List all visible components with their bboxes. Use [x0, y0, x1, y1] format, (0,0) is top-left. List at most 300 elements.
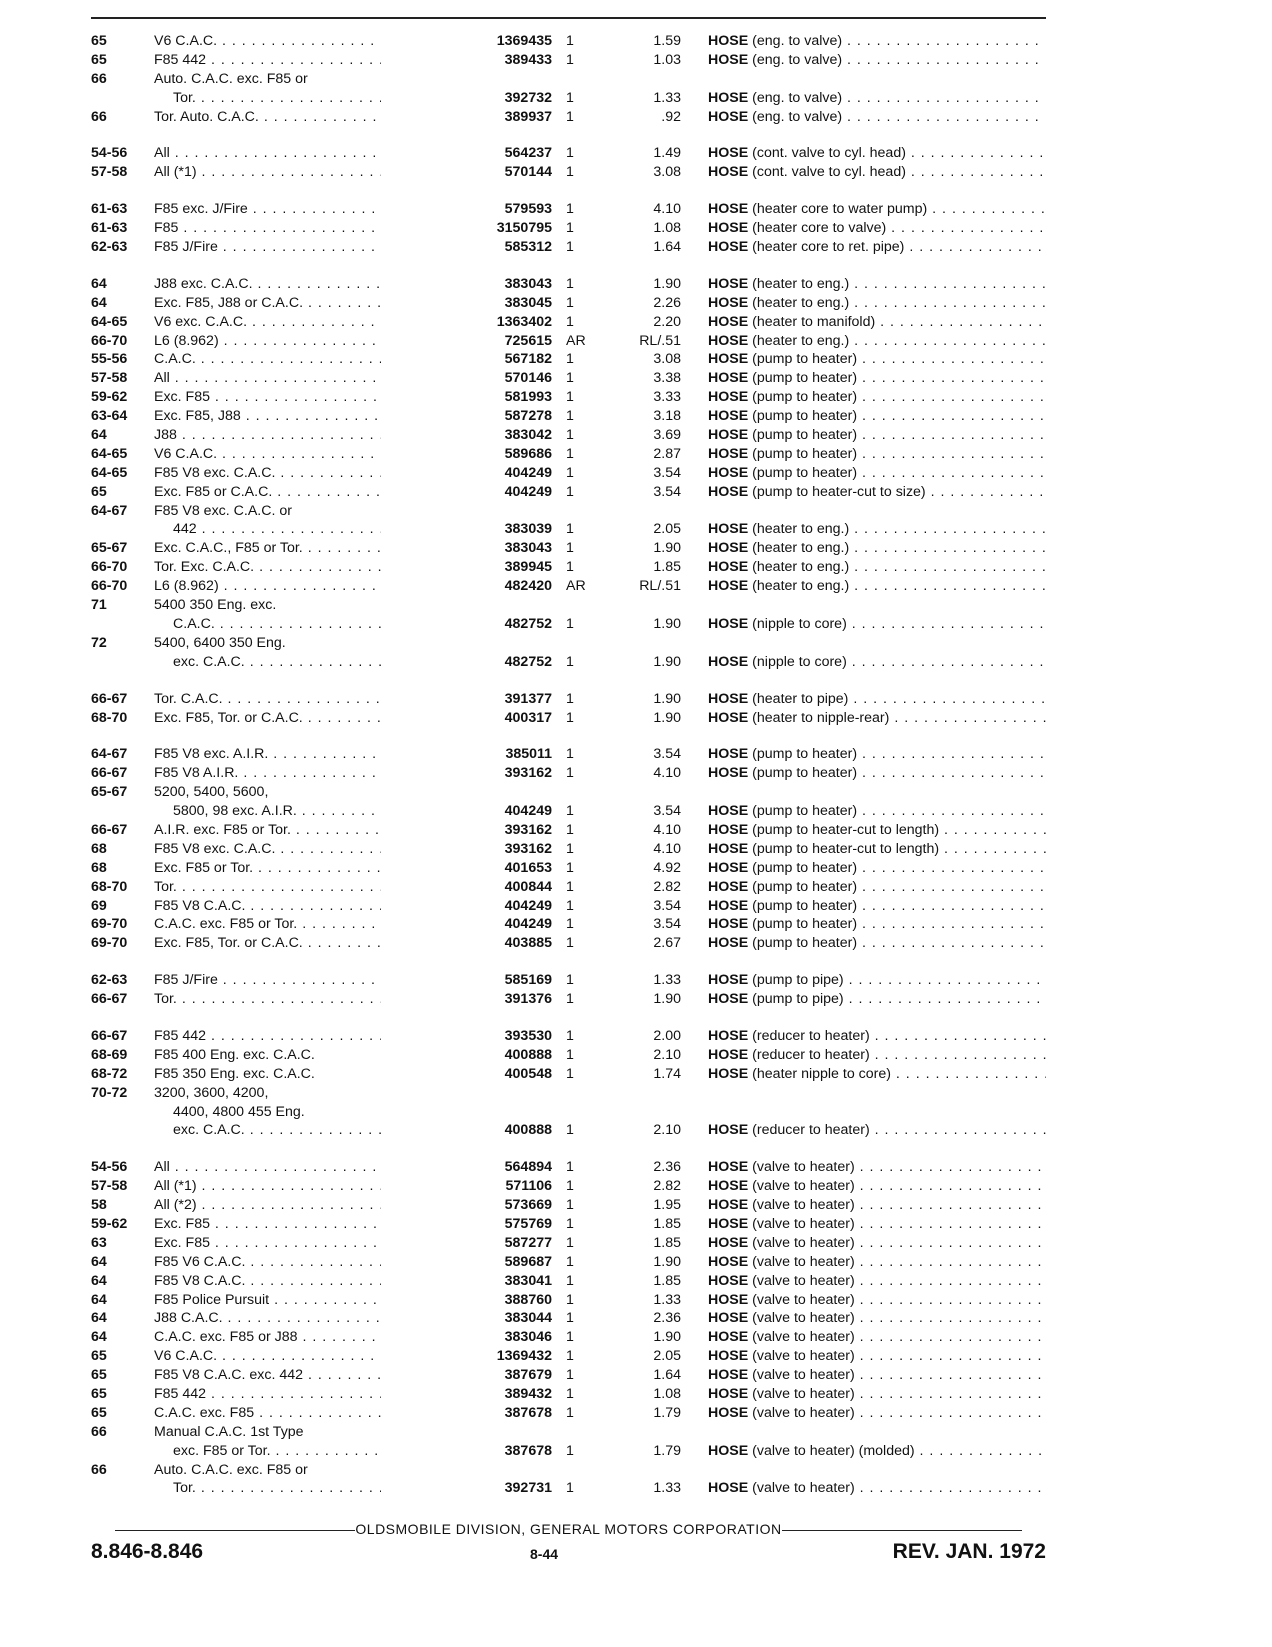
part-noun: HOSE: [708, 972, 749, 989]
list-price: 1.59: [653, 33, 681, 49]
parts-row: [91, 89, 1046, 108]
list-price: 1.90: [653, 709, 681, 726]
quantity: 1: [566, 991, 574, 1008]
part-number: 393530: [381, 1027, 552, 1046]
quantity: 1: [566, 803, 574, 820]
list-price: 2.87: [653, 445, 681, 462]
quantity: 1: [566, 1215, 574, 1232]
parts-row: [91, 407, 1046, 426]
part-number: 383043: [381, 539, 552, 558]
list-price: 1.74: [653, 1065, 681, 1082]
part-number: 482752: [381, 615, 552, 634]
model-year: 55-56: [91, 351, 128, 368]
part-noun: HOSE: [708, 615, 749, 632]
part-noun: HOSE: [708, 897, 749, 914]
part-noun: HOSE: [708, 690, 749, 707]
part-noun: HOSE: [708, 89, 749, 106]
part-noun: HOSE: [708, 803, 749, 820]
list-price: 1.33: [653, 1291, 681, 1308]
list-price: 3.54: [653, 483, 681, 500]
part-noun: HOSE: [708, 275, 749, 292]
part-detail: (heater to manifold): [752, 313, 876, 330]
group-spacer: [91, 672, 1046, 690]
parts-row: [91, 859, 1046, 878]
part-description: [708, 897, 1046, 916]
quantity: 1: [566, 445, 574, 462]
model-description: Auto. C.A.C. exc. F85 or: [154, 70, 308, 87]
part-description: [708, 1065, 1046, 1084]
part-detail: (heater to eng.): [752, 540, 850, 557]
part-description: [708, 108, 1046, 127]
quantity: 1: [566, 653, 574, 670]
quantity: 1: [566, 351, 574, 368]
parts-row: [91, 897, 1046, 916]
parts-row: [91, 1253, 1046, 1272]
model-description: F85 exc. J/Fire . . .: [154, 200, 459, 219]
part-description: [708, 1158, 1046, 1177]
part-number: 3150795: [381, 219, 552, 238]
list-price: 3.08: [653, 351, 681, 368]
footer-division: OLDSMOBILE DIVISION, GENERAL MOTORS CORPORATION: [355, 1521, 782, 1537]
part-number: 389433: [381, 51, 552, 70]
part-description: [708, 1347, 1046, 1366]
model-year: 64: [91, 1291, 107, 1308]
model-description: All (*1) . . .: [154, 163, 459, 182]
parts-row: [91, 1158, 1046, 1177]
part-detail: (valve to heater): [752, 1291, 855, 1308]
part-noun: HOSE: [708, 1159, 749, 1176]
model-description: Exc. F85, Tor. or C.A.C. . . .: [154, 709, 459, 728]
part-number: 387678: [381, 1442, 552, 1461]
model-description: 5800, 98 exc. A.I.R. . . .: [173, 802, 459, 821]
part-noun: HOSE: [708, 108, 749, 125]
model-description: Tor. C.A.C. . . .: [154, 690, 459, 709]
model-description: All . . .: [154, 369, 459, 388]
model-description: Exc. F85 or C.A.C. . . .: [154, 483, 459, 502]
model-year: 65-67: [91, 540, 128, 557]
quantity: 1: [566, 1272, 574, 1289]
part-number: 573669: [381, 1196, 552, 1215]
part-number: 391377: [381, 690, 552, 709]
part-detail: (pump to pipe): [752, 972, 844, 989]
part-noun: HOSE: [708, 33, 749, 49]
quantity: 1: [566, 201, 574, 218]
parts-row: [91, 32, 1046, 51]
quantity: 1: [566, 389, 574, 406]
model-year: 61-63: [91, 201, 128, 218]
part-noun: HOSE: [708, 239, 749, 256]
parts-row: [91, 1328, 1046, 1347]
model-description: 5400, 6400 350 Eng.: [154, 634, 286, 651]
part-noun: HOSE: [708, 709, 749, 726]
group-spacer: [91, 182, 1046, 200]
model-description: 5200, 5400, 5600,: [154, 784, 269, 801]
model-year: 63: [91, 1234, 107, 1251]
model-description: F85 V8 C.A.C. . . .: [154, 897, 459, 916]
model-year: 66-67: [91, 1027, 128, 1044]
list-price: 1.90: [653, 653, 681, 670]
parts-row: [91, 1442, 1046, 1461]
part-number: 587278: [381, 407, 552, 426]
model-description: V6 C.A.C. . . .: [154, 445, 459, 464]
quantity: 1: [566, 294, 574, 311]
parts-row: [91, 1291, 1046, 1310]
part-number: 579593: [381, 200, 552, 219]
part-detail: (pump to heater): [752, 765, 858, 782]
part-number: 404249: [381, 464, 552, 483]
part-number: 383044: [381, 1309, 552, 1328]
model-description: Exc. F85 . . .: [154, 1234, 459, 1253]
list-price: RL/.51: [639, 578, 681, 595]
parts-row: [91, 821, 1046, 840]
parts-row: [91, 934, 1046, 953]
part-description: [708, 1442, 1046, 1461]
quantity: 1: [566, 521, 574, 538]
part-noun: HOSE: [708, 445, 749, 462]
model-year: 64-65: [91, 445, 128, 462]
model-description: exc. C.A.C. . . .: [173, 653, 459, 672]
part-number: 383045: [381, 294, 552, 313]
list-price: .92: [661, 108, 681, 125]
part-noun: HOSE: [708, 521, 749, 538]
part-detail: (heater core to valve): [752, 220, 887, 237]
model-description: F85 V8 C.A.C. exc. 442 . . .: [154, 1366, 459, 1385]
list-price: 2.82: [653, 1178, 681, 1195]
model-year: 66-67: [91, 821, 128, 838]
model-description: Exc. F85, J88 or C.A.C. . . .: [154, 294, 459, 313]
parts-row: [91, 1423, 1046, 1442]
model-year: 66-67: [91, 690, 128, 707]
part-noun: HOSE: [708, 294, 749, 311]
part-noun: HOSE: [708, 916, 749, 933]
part-detail: (valve to heater): [752, 1367, 855, 1384]
part-noun: HOSE: [708, 370, 749, 387]
list-price: 4.10: [653, 201, 681, 218]
list-price: 1.90: [653, 615, 681, 632]
model-year: 66: [91, 70, 107, 87]
model-description: C.A.C. . . .: [154, 350, 459, 369]
part-description: [708, 51, 1046, 70]
part-description: [708, 200, 1046, 219]
part-description: [708, 464, 1046, 483]
list-price: RL/.51: [639, 332, 681, 349]
model-year: 68-70: [91, 709, 128, 726]
part-detail: (heater to eng.): [752, 294, 850, 311]
part-description: [708, 934, 1046, 953]
footer-revision: REV. JAN. 1972: [892, 1540, 1046, 1563]
part-detail: (valve to heater): [752, 1310, 855, 1327]
model-description: All (*1) . . .: [154, 1177, 459, 1196]
part-detail: (nipple to core): [752, 653, 847, 670]
part-detail: (valve to heater): [752, 1386, 855, 1402]
parts-row: [91, 464, 1046, 483]
part-number: 393162: [381, 840, 552, 859]
group-spacer: [91, 1140, 1046, 1158]
quantity: 1: [566, 1348, 574, 1365]
model-description: 442 . . .: [173, 520, 459, 539]
part-number: 391376: [381, 990, 552, 1009]
list-price: 2.05: [653, 1348, 681, 1365]
part-noun: HOSE: [708, 1310, 749, 1327]
model-year: 68-72: [91, 1065, 128, 1082]
quantity: 1: [566, 1404, 574, 1421]
part-number: 383039: [381, 520, 552, 539]
list-price: 1.08: [653, 1386, 681, 1402]
part-number: 383043: [381, 275, 552, 294]
list-price: 1.85: [653, 559, 681, 576]
parts-row: [91, 1215, 1046, 1234]
part-detail: (valve to heater): [752, 1253, 855, 1270]
part-description: [708, 1366, 1046, 1385]
list-price: 3.54: [653, 916, 681, 933]
list-price: 1.85: [653, 1215, 681, 1232]
model-description: 3200, 3600, 4200,: [154, 1084, 269, 1101]
parts-row: [91, 577, 1046, 596]
group-spacer: [91, 257, 1046, 275]
parts-row: [91, 990, 1046, 1009]
model-year: 64: [91, 1329, 107, 1346]
part-description: [708, 558, 1046, 577]
quantity: 1: [566, 370, 574, 387]
part-noun: HOSE: [708, 1329, 749, 1346]
quantity: 1: [566, 1253, 574, 1270]
model-description: Tor. Exc. C.A.C. . . .: [154, 558, 459, 577]
model-description: F85 V8 exc. C.A.C. or: [154, 502, 292, 519]
model-year: 65: [91, 33, 107, 49]
part-description: [708, 1177, 1046, 1196]
model-description: V6 C.A.C. . . .: [154, 32, 459, 51]
footer-group-range: 8.846-8.846: [91, 1540, 204, 1563]
part-detail: (pump to heater): [752, 370, 858, 387]
part-noun: HOSE: [708, 840, 749, 857]
list-price: 1.03: [653, 51, 681, 68]
part-detail: (cont. valve to cyl. head): [752, 164, 906, 181]
model-description: Manual C.A.C. 1st Type: [154, 1423, 304, 1440]
list-price: 2.82: [653, 878, 681, 895]
model-year: 66-70: [91, 332, 128, 349]
part-description: [708, 539, 1046, 558]
part-noun: HOSE: [708, 1272, 749, 1289]
model-year: 64-65: [91, 464, 128, 481]
part-number: 400888: [381, 1046, 552, 1065]
part-detail: (pump to heater): [752, 916, 858, 933]
list-price: 3.38: [653, 370, 681, 387]
part-noun: HOSE: [708, 1027, 749, 1044]
parts-row: [91, 971, 1046, 990]
part-description: [708, 745, 1046, 764]
list-price: 2.26: [653, 294, 681, 311]
part-noun: HOSE: [708, 540, 749, 557]
part-number: 589687: [381, 1253, 552, 1272]
model-year: 68: [91, 840, 107, 857]
parts-row: [91, 1385, 1046, 1404]
model-description: C.A.C. exc. F85 . . .: [154, 1404, 459, 1423]
part-number: 404249: [381, 802, 552, 821]
quantity: 1: [566, 313, 574, 330]
part-description: [708, 275, 1046, 294]
part-number: 383041: [381, 1272, 552, 1291]
part-detail: (heater to eng.): [752, 578, 850, 595]
part-detail: (valve to heater): [752, 1404, 855, 1421]
part-detail: (heater to eng.): [752, 332, 850, 349]
parts-row: [91, 238, 1046, 257]
model-year: 64-67: [91, 746, 128, 763]
part-noun: HOSE: [708, 483, 749, 500]
model-description: F85 V8 exc. A.I.R. . . .: [154, 745, 459, 764]
model-description: F85 V8 C.A.C. . . .: [154, 1272, 459, 1291]
part-number: 383046: [381, 1328, 552, 1347]
part-description: [708, 990, 1046, 1009]
model-year: 72: [91, 634, 107, 651]
quantity: 1: [566, 878, 574, 895]
model-year: 69: [91, 897, 107, 914]
parts-row: [91, 332, 1046, 351]
part-noun: HOSE: [708, 389, 749, 406]
part-number: 482752: [381, 653, 552, 672]
part-noun: HOSE: [708, 578, 749, 595]
part-description: [708, 1121, 1046, 1140]
quantity: 1: [566, 1027, 574, 1044]
model-year: 66: [91, 108, 107, 125]
parts-row: [91, 313, 1046, 332]
part-description: [708, 915, 1046, 934]
model-year: 65: [91, 1386, 107, 1402]
quantity: 1: [566, 408, 574, 425]
part-number: 725615: [381, 332, 552, 351]
part-noun: HOSE: [708, 653, 749, 670]
part-detail: (heater to pipe): [752, 690, 849, 707]
parts-row: [91, 163, 1046, 182]
parts-row: [91, 764, 1046, 783]
quantity: 1: [566, 1291, 574, 1308]
list-price: 2.05: [653, 521, 681, 538]
quantity: 1: [566, 164, 574, 181]
part-detail: (cont. valve to cyl. head): [752, 145, 906, 162]
quantity: 1: [566, 935, 574, 952]
part-number: 393162: [381, 821, 552, 840]
parts-row: [91, 388, 1046, 407]
model-description: F85 350 Eng. exc. C.A.C.: [154, 1065, 315, 1082]
list-price: 1.90: [653, 991, 681, 1008]
parts-row: [91, 445, 1046, 464]
list-price: 2.36: [653, 1159, 681, 1176]
quantity: 1: [566, 33, 574, 49]
part-number: 585312: [381, 238, 552, 257]
parts-row: [91, 745, 1046, 764]
model-description: Tor. . . .: [154, 878, 459, 897]
parts-list: [91, 32, 1046, 1498]
part-detail: (pump to heater): [752, 897, 858, 914]
part-detail: (valve to heater): [752, 1272, 855, 1289]
part-noun: HOSE: [708, 408, 749, 425]
model-year: 64-65: [91, 313, 128, 330]
model-year: 64: [91, 294, 107, 311]
model-year: 57-58: [91, 164, 128, 181]
list-price: 3.54: [653, 464, 681, 481]
model-description: exc. C.A.C. . . .: [173, 1121, 459, 1140]
model-description: Tor. . . .: [154, 990, 459, 1009]
list-price: 2.20: [653, 313, 681, 330]
model-description: Auto. C.A.C. exc. F85 or: [154, 1461, 308, 1478]
part-number: 392732: [381, 89, 552, 108]
model-year: 66: [91, 1423, 107, 1440]
quantity: 1: [566, 239, 574, 256]
part-number: 400548: [381, 1065, 552, 1084]
model-year: 66-67: [91, 765, 128, 782]
parts-row: [91, 294, 1046, 313]
part-description: [708, 1404, 1046, 1423]
quantity: 1: [566, 1159, 574, 1176]
part-detail: (pump to heater): [752, 408, 858, 425]
quantity: 1: [566, 464, 574, 481]
quantity: 1: [566, 145, 574, 162]
part-description: [708, 163, 1046, 182]
parts-row: [91, 653, 1046, 672]
part-noun: HOSE: [708, 1253, 749, 1270]
model-year: 64-67: [91, 502, 128, 519]
part-noun: HOSE: [708, 746, 749, 763]
part-number: 571106: [381, 1177, 552, 1196]
part-noun: HOSE: [708, 164, 749, 181]
list-price: 1.90: [653, 690, 681, 707]
model-description: V6 C.A.C. . . .: [154, 1347, 459, 1366]
part-description: [708, 577, 1046, 596]
part-detail: (pump to heater): [752, 746, 858, 763]
part-description: [708, 388, 1046, 407]
model-year: 66-67: [91, 991, 128, 1008]
model-description: Exc. F85 or Tor. . . .: [154, 859, 459, 878]
model-year: 65: [91, 483, 107, 500]
model-description: C.A.C. . . .: [173, 615, 459, 634]
quantity: 1: [566, 972, 574, 989]
part-detail: (pump to heater-cut to size): [752, 483, 926, 500]
model-description: Exc. F85 . . .: [154, 1215, 459, 1234]
part-description: [708, 313, 1046, 332]
model-year: 64: [91, 275, 107, 292]
part-detail: (heater to eng.): [752, 559, 850, 576]
part-description: [708, 859, 1046, 878]
parts-row: [91, 878, 1046, 897]
model-year: 66-70: [91, 578, 128, 595]
model-year: 62-63: [91, 972, 128, 989]
parts-row: [91, 840, 1046, 859]
part-number: 564894: [381, 1158, 552, 1177]
list-price: 4.92: [653, 859, 681, 876]
parts-row: [91, 502, 1046, 521]
parts-row: [91, 275, 1046, 294]
part-detail: (heater to eng.): [752, 521, 850, 538]
list-price: 1.79: [653, 1404, 681, 1421]
part-description: [708, 238, 1046, 257]
parts-row: [91, 709, 1046, 728]
model-description: F85 V8 exc. C.A.C. . . .: [154, 464, 459, 483]
part-detail: (reducer to heater): [752, 1122, 870, 1139]
part-noun: HOSE: [708, 1065, 749, 1082]
parts-row: [91, 1366, 1046, 1385]
quantity: 1: [566, 821, 574, 838]
quantity: 1: [566, 615, 574, 632]
list-price: 1.33: [653, 89, 681, 106]
parts-row: [91, 1177, 1046, 1196]
quantity: 1: [566, 1178, 574, 1195]
quantity: 1: [566, 1329, 574, 1346]
model-description: Tor. . . .: [173, 1479, 459, 1498]
footer-page-number: 8-44: [530, 1546, 559, 1562]
part-noun: HOSE: [708, 859, 749, 876]
parts-row: [91, 634, 1046, 653]
part-noun: HOSE: [708, 51, 749, 68]
part-noun: HOSE: [708, 201, 749, 218]
